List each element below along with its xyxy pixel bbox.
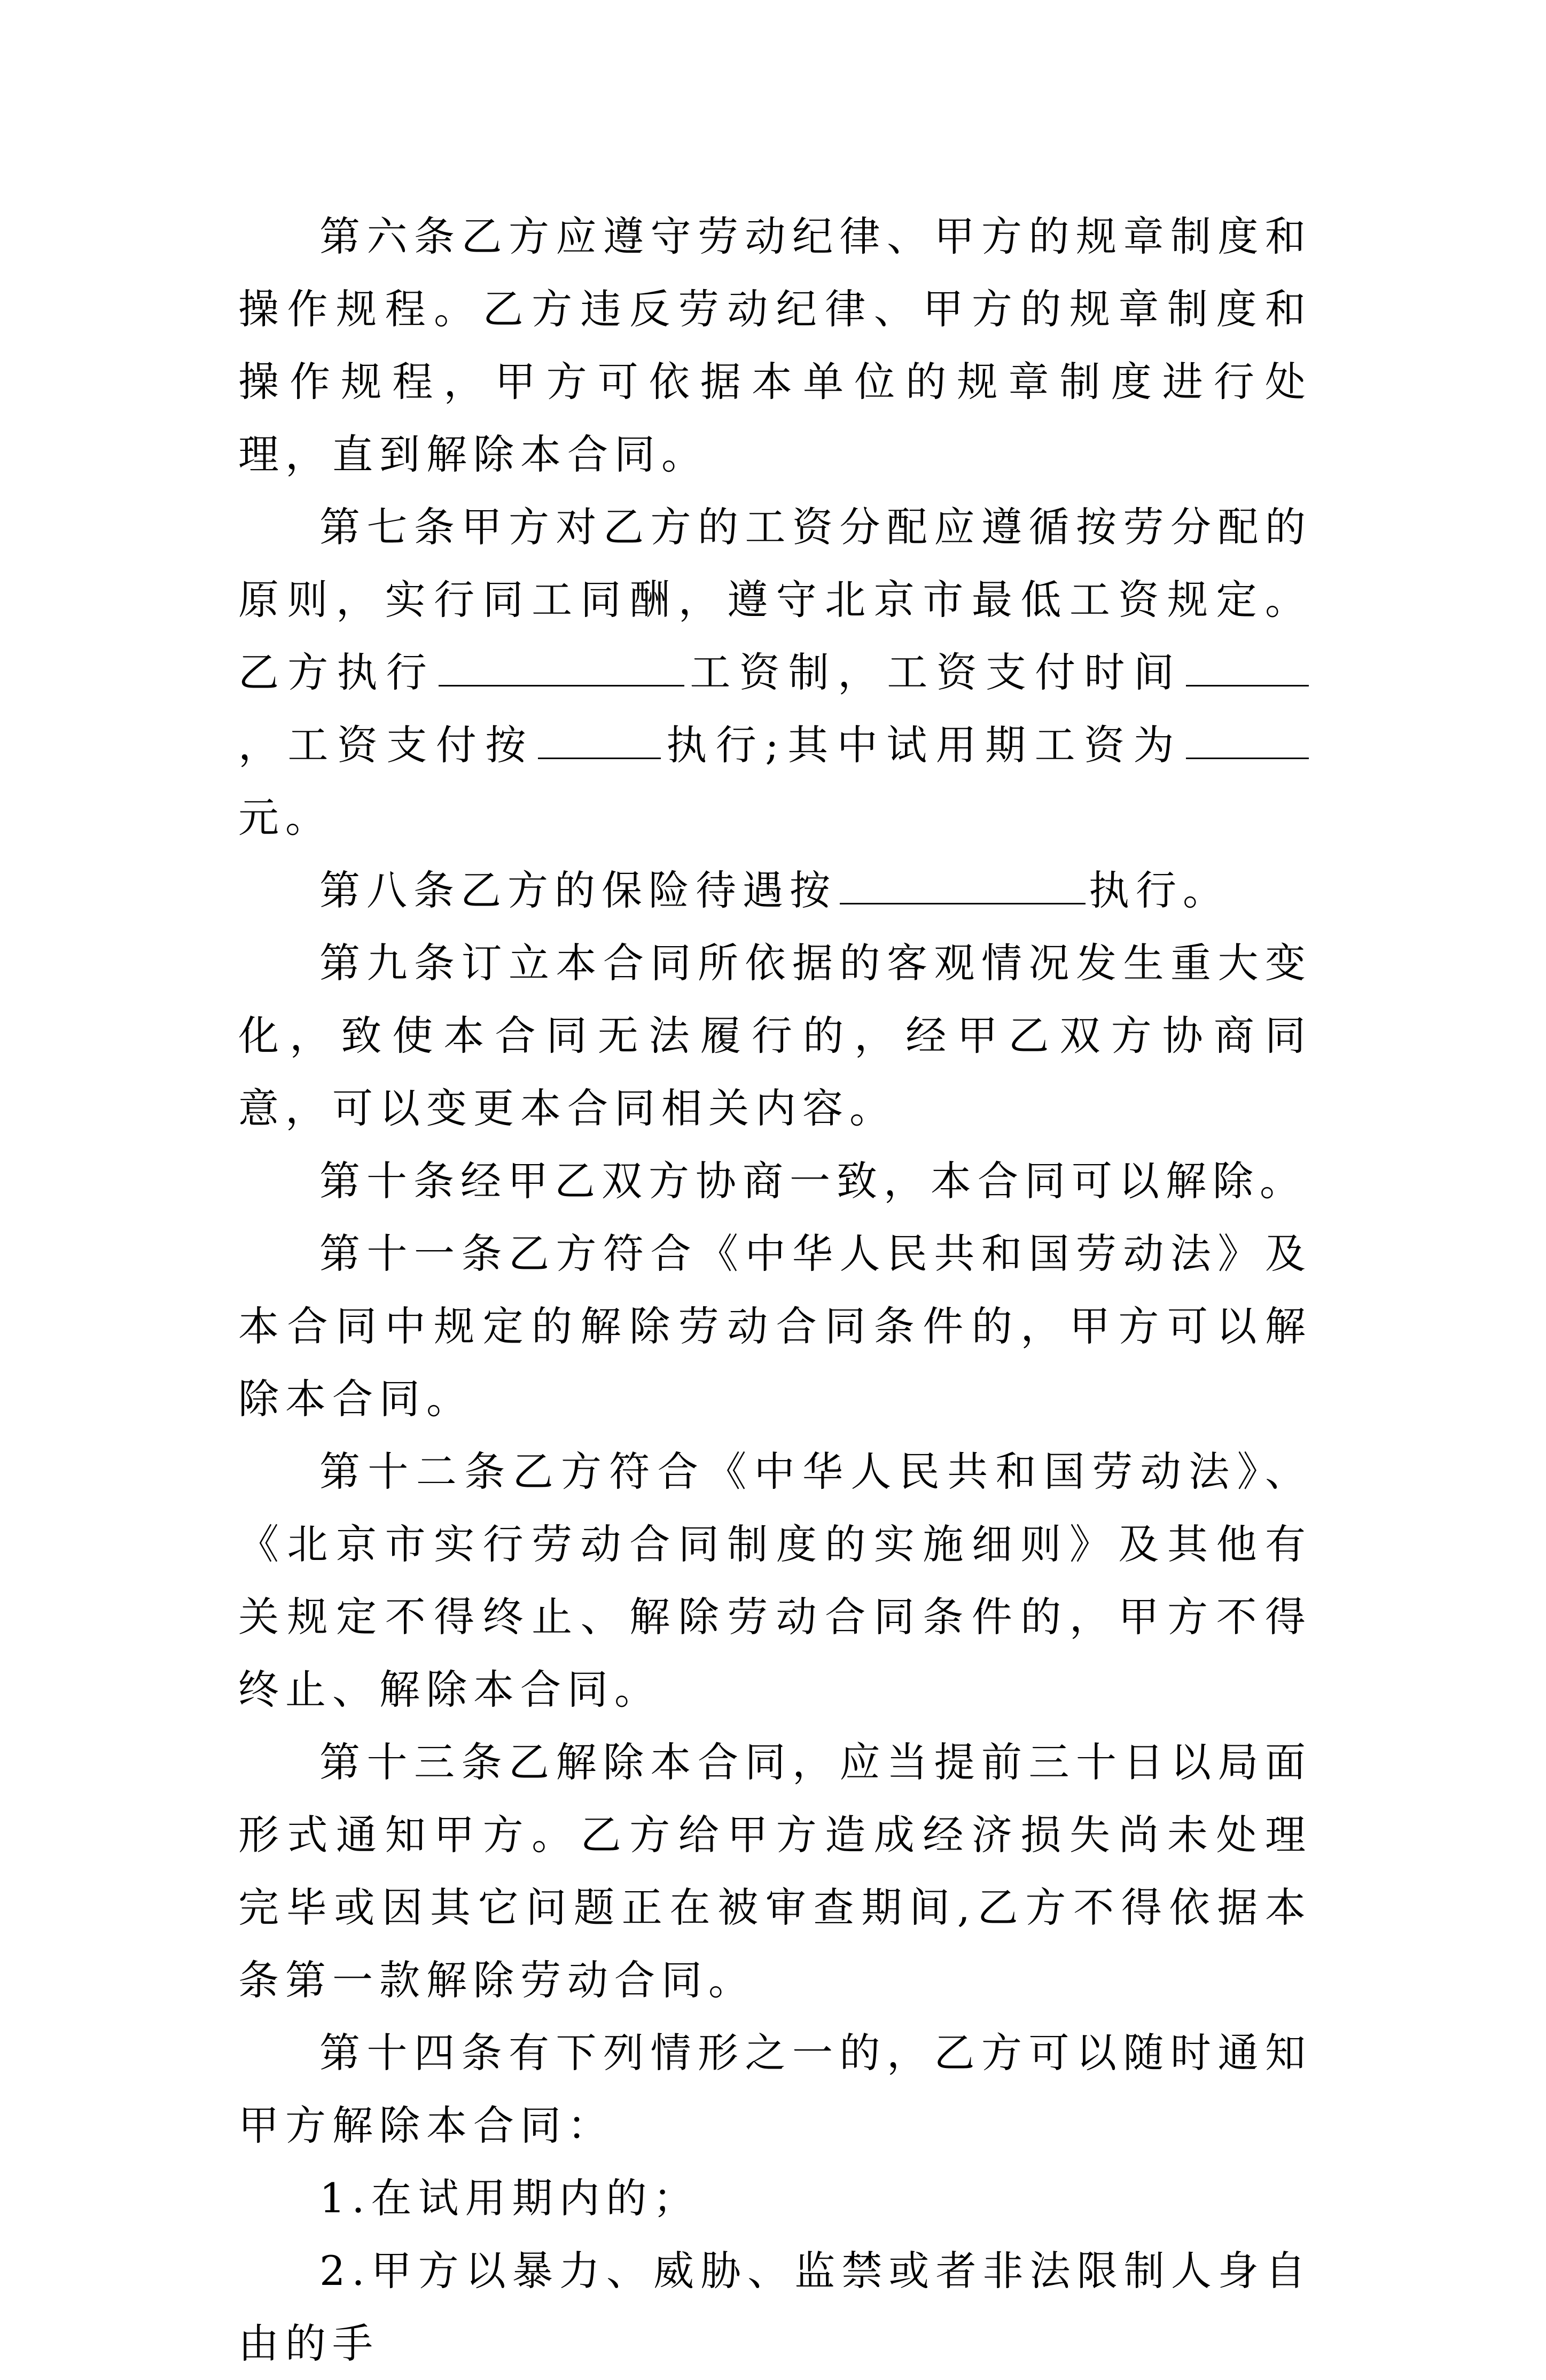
article-12: 第十二条乙方符合《中华人民共和国劳动法》、《北京市实行劳动合同制度的实施细则》及其他有关规定不得终止、解除劳动合同条件的，甲方不得终止、解除本合同。 <box>238 1448 1312 1713</box>
article-8-text: 第八条乙方的保险待遇按 <box>319 867 837 914</box>
article-7-pay-method-label: ，工资支付按 <box>238 721 535 769</box>
wage-system-blank <box>439 651 684 686</box>
article-14-item-2: 2.甲方以暴力、威胁、监禁或者非法限制人身自由的手 <box>238 2247 1312 2367</box>
article-13: 第十三条乙解除本合同，应当提前三十日以局面形式通知甲方。乙方给甲方造成经济损失尚未处理完毕或因其它问题正在被审查期间,乙方不得依据本条第一款解除劳动合同。 <box>238 1738 1312 2004</box>
article-10: 第十条经甲乙双方协商一致，本合同可以解除。 <box>319 1157 1307 1205</box>
article-7-text: 第七条甲方对乙方的工资分配应遵循按劳分配的原则，实行同工同酬，遵守北京市最低工资规定。乙方执行 <box>238 503 1312 696</box>
insurance-blank <box>840 869 1086 904</box>
probation-wage-blank <box>1186 723 1309 759</box>
article-6: 第六条乙方应遵守劳动纪律、甲方的规章制度和操作规程。乙方违反劳动纪律、甲方的规章制度和操作规程，甲方可依据本单位的规章制度进行处理，直到解除本合同。 <box>238 213 1312 478</box>
article-14: 第十四条有下列情形之一的，乙方可以随时通知甲方解除本合同： <box>238 2029 1312 2149</box>
article-7 <box>238 491 1312 854</box>
pay-method-blank <box>538 723 661 759</box>
article-7-probation-label: 执行;其中试用期工资为 <box>663 721 1183 769</box>
article-8 <box>238 854 1312 927</box>
article-8-tail: 执行。 <box>1089 867 1230 914</box>
document-body <box>238 200 1312 2380</box>
article-11: 第十一条乙方符合《中华人民共和国劳动法》及本合同中规定的解除劳动合同条件的，甲方可以解除本合同。 <box>238 1230 1312 1423</box>
article-7-unit: 元。 <box>238 794 332 841</box>
pay-time-blank <box>1186 651 1309 686</box>
article-14-item-1: 1.在试用期内的； <box>319 2174 700 2222</box>
article-9: 第九条订立本合同所依据的客观情况发生重大变化，致使本合同无法履行的，经甲乙双方协商同意，可以变更本合同相关内容。 <box>238 939 1312 1132</box>
article-7-wage-system-label: 工资制，工资支付时间 <box>688 649 1183 696</box>
